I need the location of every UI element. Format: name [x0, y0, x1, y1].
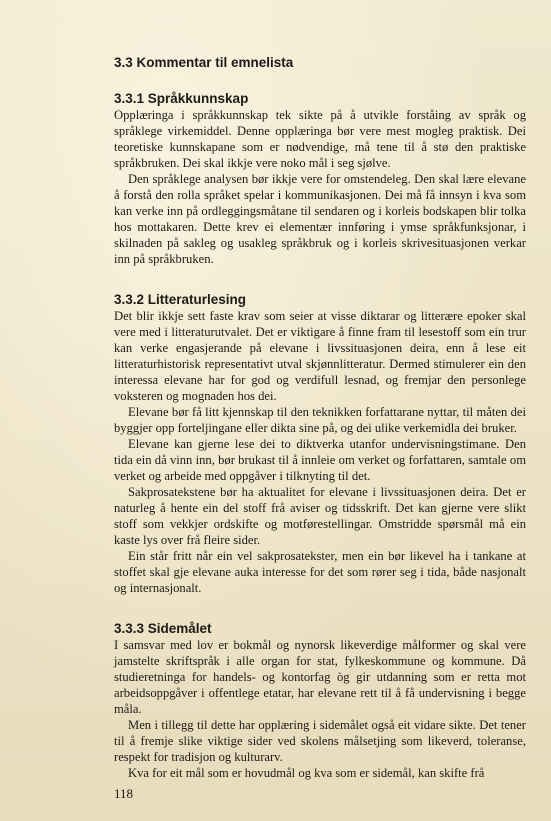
- section-title: 3.3.1 Språkkunnskap: [114, 91, 249, 106]
- page-number: 118: [114, 786, 134, 801]
- paragraph: Men i tillegg til dette har opplæring i sidemålet også eit vidare sikte. Det tener til å fremje slike viktige sider ved skolens målsetjing som likeverd, toleranse, respekt for tradisjon og kulturarv.: [114, 718, 526, 764]
- paragraph: Den språklege analysen bør ikkje vere for omstendeleg. Den skal lære elevane å forstå den rolla språket spelar i kommunikasjonen. Dei må få innsyn i kva som kan verke inn på ordleggingsmåtane til sendaren og i korleis bodskapen blir tolka hos mottakaren. Dette krev ei elementær innføring i ymse språkfunksjonar, i skilnaden på sakleg og usakleg språkbruk og i korleis skrivesituasjonen verkar inn på språkbruken.: [114, 172, 526, 266]
- paragraph: Ein står fritt når ein vel sakprosatekster, men ein bør likevel ha i tankane at stoffet skal gje elevane auka interesse for det som rører seg i tida, både nasjonalt og internasjonalt.: [114, 549, 526, 595]
- paragraph: I samsvar med lov er bokmål og nynorsk likeverdige målformer og skal vere jamstelte skriftspråk i alle organ for stat, fylkeskommune og kommune. Då studieretninga for handels- og kontorfag òg gir utdanning som er retta mot arbeidsoppgåver i offentlege etatar, har elevane rett til å få undervisning i begge måla.: [114, 638, 526, 716]
- paragraph: Det blir ikkje sett faste krav som seier at visse diktarar og litterære epoker skal vere med i litteraturutvalet. Det er viktigare å finne fram til lesestoff som ein trur kan verke engasjerande på elevane i livssituasjonen deira, enn å lese eit litteraturhistorisk representativt utval skjønnlitteratur. Dermed stimulerer ein den interessa elevane har for god og verdifull lesnad, og fremjar den personlege voksteren og mognaden hos dei.: [114, 309, 526, 403]
- paragraph: Elevane bør få litt kjennskap til den teknikken forfattarane nyttar, til måten dei byggjer opp forteljingane eller dikta sine på, og dei ulike verkemidla dei bruker.: [114, 405, 526, 435]
- paragraph: Opplæringa i språkkunnskap tek sikte på å utvikle forståing av språk og språklege virkemiddel. Denne opplæringa bør vere mest mogleg praktisk. Dei teoretiske kunnskapane som er nødvendige, må tene til å stø den praktiske språkbruken. Dei skal ikkje vere noko mål i seg sjølve.: [114, 108, 526, 170]
- paragraph: Elevane kan gjerne lese dei to diktverka utanfor undervisningstimane. Den tida ein då vinn inn, bør brukast til å innleie om verket og forfattaren, samtale om verket og arbeide med oppgåver i tilknyting til det.: [114, 437, 526, 483]
- paragraph: Sakprosatekstene bør ha aktualitet for elevane i livssituasjonen deira. Det er naturleg å hente ein del stoff frå aviser og tidsskrift. Det kan gjerne vere slikt stoff som vekkjer ordskifte og motførestellingar. Omstridde spørsmål må ein kaste lys over frå fleire sider.: [114, 485, 526, 547]
- section-title: 3.3.2 Litteraturlesing: [114, 292, 247, 307]
- chapter-heading: 3.3 Kommentar til emnelista: [114, 55, 294, 70]
- section-litteraturlesing: [114, 292, 526, 596]
- paragraph: Kva for eit mål som er hovudmål og kva som er sidemål, kan skifte frå: [128, 766, 485, 780]
- section-title: 3.3.3 Sidemålet: [114, 621, 212, 636]
- page-content: [114, 54, 526, 781]
- section-sprakkunnskap: [114, 91, 526, 267]
- section-sidemalet: [114, 621, 526, 781]
